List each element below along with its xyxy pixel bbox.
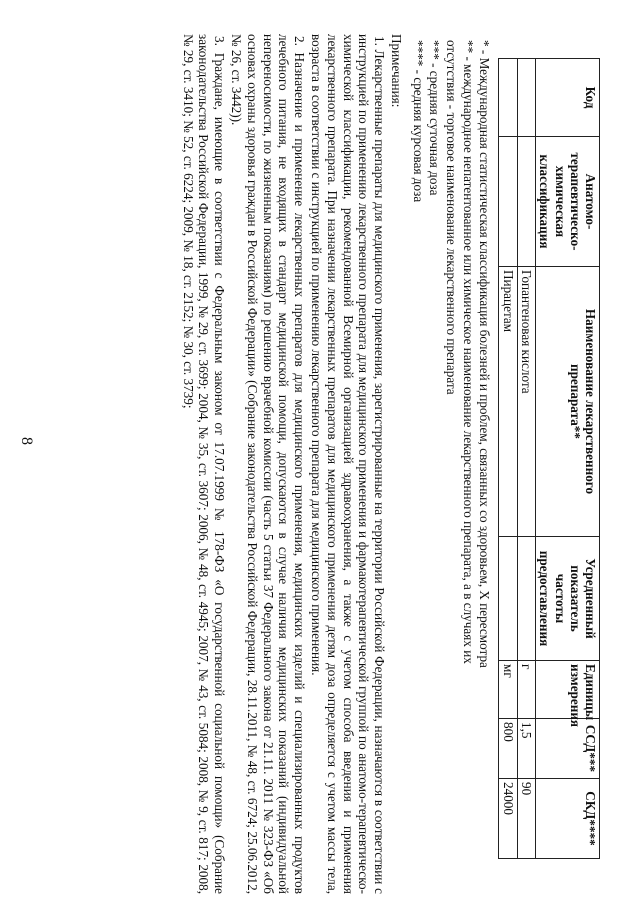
table-cell: г (517, 661, 536, 719)
table-cell: Пирацетам (499, 267, 518, 537)
table-row (499, 59, 518, 859)
table-cell: Гопантеновая кислота (517, 267, 536, 537)
footnote: ** - международное непатентованное или химическое наименование лекарственного препарата, а в случаях их (460, 40, 476, 664)
table-cell (499, 59, 518, 137)
note-item: 1. Лекарственные препараты для медицинского применения, зарегистрированные на территории Российской Федерации, назначаются в соответствии с инструкцией по применению лекарственного препарата для медицинского применения и фармакотерапевтической группой по анатомо-терапевтическо-химической классификации, рекомендованной Всемирной организацией здравоохранения, а также с учетом способа введения и применения лекарственного препарата. При назначении лекарственных препаратов для медицинского применения детям доза определяется с учетом массы тела, возраста в соответствии с инструкцией по применению лекарственного препарата для медицинского применения. (309, 34, 387, 894)
header-code: Код (536, 59, 600, 137)
header-atc: Анатомо-терапевтическо-химическая классификация (536, 137, 600, 267)
table-cell: 90 (517, 779, 536, 859)
footnote: * - Международная статистическая классификация болезней и проблем, связанных со здоровьем, X пересмотра (477, 40, 493, 668)
header-frequency: Усредненный показатель частоты предоставления (536, 537, 600, 661)
note-item: 3. Граждане, имеющие в соответствии с Федеральным законом от 17.07.1999 № 178-ФЗ «О государственной социальной помощи» (Собрание законодательства Российской Федерации, 1999, № 29, ст. 3699; 2004, № 35, ст. 3607; 2006, № 48, ст. 4945; 2007, № 43, ст. 5084; 2008, № 9, ст. 817; 2008, № 29, ст. 3410; № 52, ст. 6224; 2009, № 18, ст. 2152; № 30, ст. 3739; (180, 34, 227, 894)
table-cell: 24000 (499, 779, 518, 859)
table-cell (499, 137, 518, 267)
drug-standard-table (498, 58, 600, 859)
notes-title: Примечания: (389, 34, 405, 108)
table-header-row (536, 59, 600, 859)
table-cell: 1,5 (517, 719, 536, 779)
table-cell (517, 137, 536, 267)
footnote: отсутствия - торговое наименование лекарственного препарата (444, 40, 459, 395)
header-drug-name: Наименование лекарственного препарата** (536, 267, 600, 537)
table-row (517, 59, 536, 859)
notes-section (180, 34, 404, 894)
table-cell (517, 59, 536, 137)
header-units: Единицы измерения (536, 661, 600, 719)
table-cell: 800 (499, 719, 518, 779)
table-cell (499, 537, 518, 661)
header-skd: СКД**** (536, 779, 600, 859)
page-number: 8 (18, 437, 35, 445)
table-cell: мг (499, 661, 518, 719)
rotated-page-content (40, 34, 600, 894)
footnote: **** - средняя курсовая доза (410, 40, 426, 203)
footnote: *** - средняя суточная доза (427, 40, 443, 196)
table-cell (517, 537, 536, 661)
note-item: 2. Назначение и применение лекарственных препаратов для медицинского применения, медицинских изделий и специализированных продуктов лечебного питания, не входящих в стандарт медицинской помощи, допускаются в случае наличия медицинских показаний (индивидуальной непереносимости, по жизненным показаниям) по решению врачебной комиссии (часть 5 статьи 37 Федерального закона от 21.11. 2011 № 323-ФЗ «Об основах охраны здоровья граждан в Российской Федерации» (Собрание законодательства Российской Федерации, 28.11.2011, № 48, ст. 6724; 25.06.2012, № 26, ст. 3442)). (229, 34, 307, 894)
footnotes (410, 40, 492, 894)
header-ssd: ССД*** (536, 719, 600, 779)
